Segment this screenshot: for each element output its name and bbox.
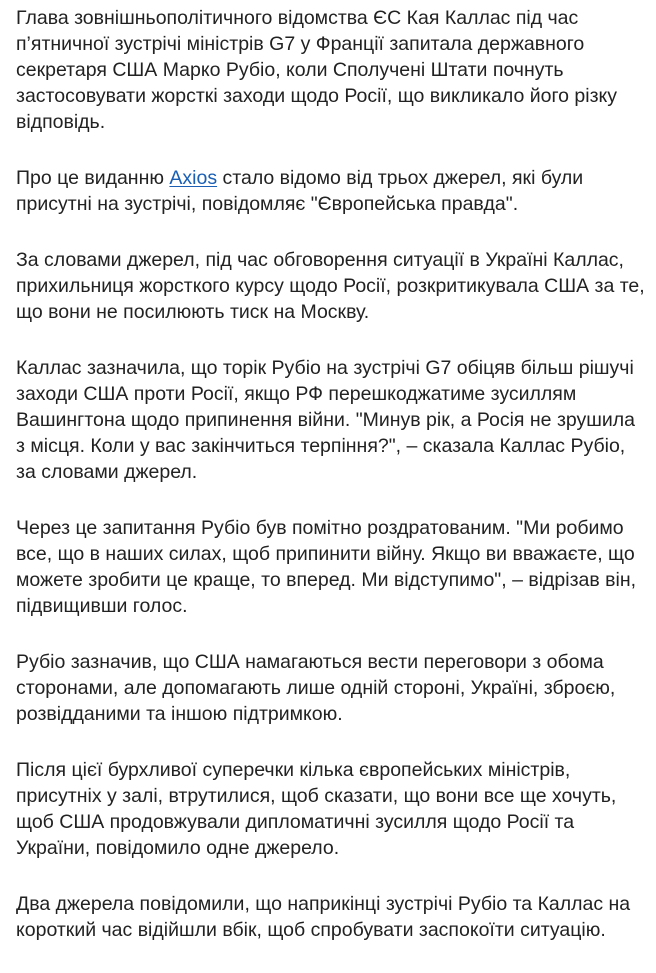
paragraph-2-rest: стало відомо від трьох джерел, які були присутні на зустрічі, повідомляє "Європейська правда". xyxy=(16,167,584,215)
paragraph-2 xyxy=(16,165,648,217)
paragraph-4: Каллас зазначила, що торік Рубіо на зустрічі G7 обіцяв більш рішучі заходи США проти Росії, якщо РФ перешкоджатиме зусиллям Вашингтона щодо припинення війни. "Минув рік, а Росія не зрушила з місця. Коли у вас закінчиться терпіння?", – сказала Каллас Рубіо, за словами джерел. xyxy=(16,357,636,483)
paragraph-1: Глава зовнішньополітичного відомства ЄС Кая Каллас під час п’ятничної зустрічі міністрів G7 у Франції запитала державного секретаря США Марко Рубіо, коли Сполучені Штати почнуть застосовувати жорсткі заходи щодо Росії, що викликало його різку відповідь. xyxy=(16,7,618,133)
paragraph-8: Два джерела повідомили, що наприкінці зустрічі Рубіо та Каллас на короткий час відійшли вбік, щоб спробувати заспокоїти ситуацію. xyxy=(16,893,631,941)
paragraph-3: За словами джерел, під час обговорення ситуації в Україні Каллас, прихильниця жорсткого курсу щодо Росії, розкритикувала США за те, що вони не посилюють тиск на Москву. xyxy=(16,249,645,323)
paragraph-2-lead: Про це виданню xyxy=(16,167,170,189)
paragraph-5: Через це запитання Рубіо був помітно роздратованим. "Ми робимо все, що в наших силах, щоб припинити війну. Якщо ви вважаєте, що можете зробити це краще, то вперед. Ми відступимо", – відрізав він, підвищивши голос. xyxy=(16,517,637,617)
article-body xyxy=(16,0,648,973)
paragraph-6: Рубіо зазначив, що США намагаються вести переговори з обома сторонами, але допомагають лише одній стороні, Україні, зброєю, розвідданими та іншою підтримкою. xyxy=(16,651,616,725)
paragraph-7: Після цієї бурхливої суперечки кілька європейських міністрів, присутніх у залі, втрутилися, щоб сказати, що вони все ще хочуть, щоб США продовжували дипломатичні зусилля щодо Росії та України, повідомило одне джерело. xyxy=(16,759,617,859)
axios-link[interactable]: Axios xyxy=(169,167,218,189)
